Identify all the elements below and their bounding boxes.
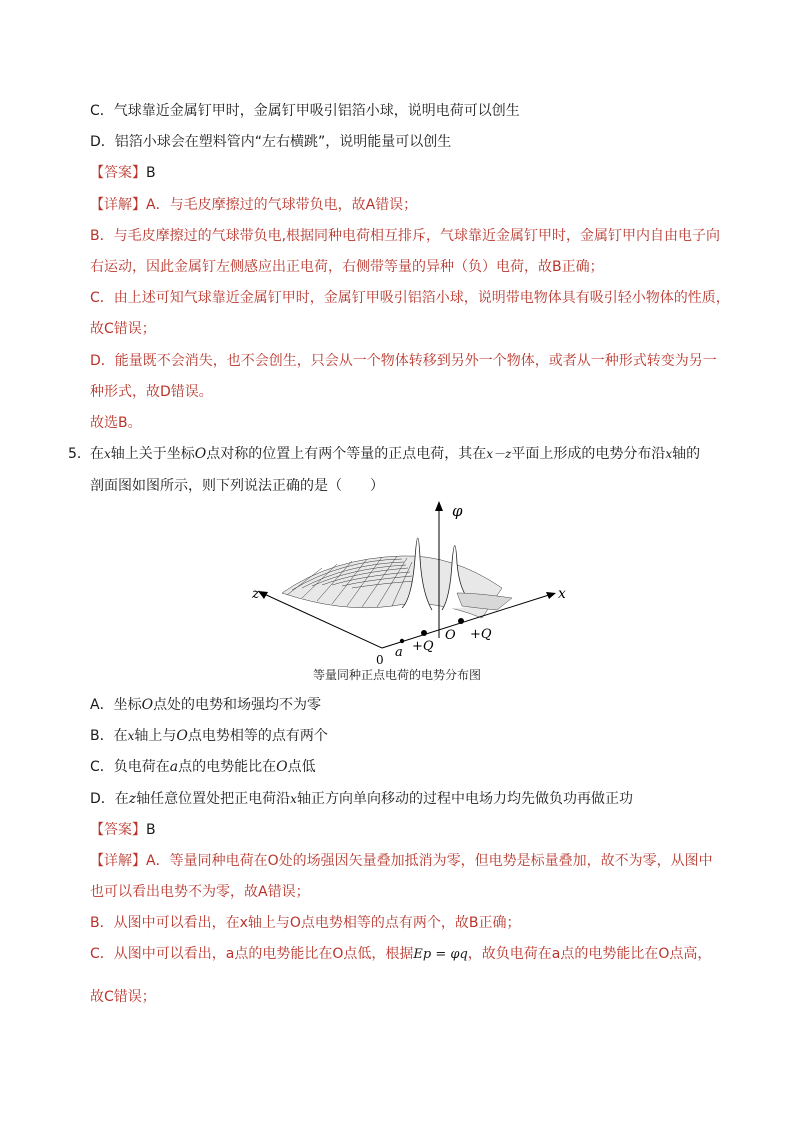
phi-arrow (435, 501, 443, 511)
option-text: C．负电荷在 (90, 759, 170, 775)
phi-label: φ (452, 502, 463, 520)
option-text: 点的电势能比在 (178, 759, 277, 775)
detail-text: C．从图中可以看出，a点的电势能比在O点低，根据 (90, 946, 414, 962)
detail-d-line2: 种形式，故D错误。 (90, 384, 213, 400)
point-a-dot (400, 639, 404, 643)
option-var: O (141, 697, 154, 713)
option-text: A．坐标 (90, 697, 142, 713)
option-text: 点电势相等的点有两个 (187, 728, 328, 744)
detail-text: ，故负电荷在a点的电势能比在O点高， (467, 946, 712, 962)
answer-value: B (146, 165, 156, 181)
option-text: 轴上与 (134, 728, 177, 744)
stem-var-x: x (104, 447, 111, 461)
stem-text: 轴的 (672, 446, 701, 462)
answer-line (90, 164, 156, 182)
option-var: x (290, 792, 297, 806)
option-d (90, 790, 633, 808)
surface-mesh (282, 556, 502, 618)
option-c: C．气球靠近金属钉甲时，金属钉甲吸引铝箔小球，说明电荷可以创生 (90, 103, 520, 119)
option-var: O (176, 728, 188, 744)
stem-text: 平面上形成的电势分布沿 (511, 446, 666, 462)
detail-c-line1 (90, 945, 711, 964)
detail-c-line2: 故C错误； (90, 321, 156, 337)
option-var: a (169, 759, 179, 775)
answer-tag: 【答案】 (90, 822, 146, 838)
option-var: z (128, 791, 137, 807)
detail-a: A．与毛皮摩擦过的气球带负电，故A错误； (146, 197, 418, 213)
x-arrow (546, 592, 556, 599)
question-number: 5． (68, 446, 91, 462)
point-a-label: a (395, 645, 403, 660)
potential-distribution-figure (252, 498, 582, 668)
charge-left-dot (421, 630, 427, 636)
origin-label: O (445, 628, 456, 643)
question-stem-line2: 剖面图如图所示，则下列说法正确的是（ ） (90, 478, 384, 494)
detail-b-line1: B．与毛皮摩擦过的气球带负电,根据同种电荷相互排斥，气球靠近金属钉甲时，金属钉甲内自由电子向 (90, 228, 721, 244)
option-b (90, 727, 328, 745)
option-var: x (127, 729, 135, 743)
question-stem-line1 (90, 445, 700, 463)
detail-c-line2: 故C错误； (90, 989, 156, 1005)
detail-tag: 【详解】 (90, 853, 146, 869)
option-d: D．铝箔小球会在塑料管内“左右横跳”，说明能量可以创生 (90, 134, 452, 150)
detail-b-line2: 右运动，因此金属钉左侧感应出正电荷，右侧带等量的异种（负）电荷，故B正确； (90, 259, 604, 275)
stem-text: 轴上关于坐标 (110, 446, 195, 462)
detail-c-line1: C．由上述可知气球靠近金属钉甲时，金属钉甲吸引铝箔小球，说明带电物体具有吸引轻小物体的性质， (90, 290, 730, 306)
option-text: 点低 (287, 759, 316, 775)
conclusion: 故选B。 (90, 415, 142, 431)
stem-var-xz: x－z (486, 447, 512, 461)
detail-d-line1: D．能量既不会消失，也不会创生，只会从一个物体转移到另外一个物体，或者从一种形式转变为另一 (90, 353, 717, 369)
detail-b: B．从图中可以看出，在x轴上与O点电势相等的点有两个，故B正确； (90, 915, 521, 931)
option-text: 轴正方向单向移动的过程中电场力均先做负功再做正功 (296, 791, 633, 807)
detail-tag: 【详解】 (90, 197, 146, 213)
detail-a-line2: 也可以看出电势不为零，故A错误； (90, 884, 310, 900)
option-text: 轴任意位置处把正电荷沿 (136, 791, 291, 807)
charge-right-dot (458, 618, 464, 624)
option-c (90, 758, 316, 776)
charge-right-label: +Q (470, 627, 492, 642)
option-text: B．在 (90, 728, 128, 744)
answer-value: B (146, 822, 156, 838)
option-a (90, 696, 321, 714)
detail-a: A．等量同种电荷在O处的场强因矢量叠加抵消为零，但电势是标量叠加，故不为零，从图中 (146, 853, 713, 869)
stem-var-x: x (665, 447, 673, 461)
z-label: z (252, 586, 260, 602)
stem-text: 点对称的位置上有两个等量的正点电荷，其在 (206, 446, 487, 462)
option-text: D．在 (90, 791, 129, 807)
answer-tag: 【答案】 (90, 165, 146, 181)
detail-a-line1 (90, 852, 713, 870)
formula: Ep = φq (413, 947, 468, 962)
charge-left-label: +Q (412, 639, 434, 654)
detail-a-line (90, 196, 417, 214)
answer-line (90, 821, 156, 839)
stem-text: 在 (90, 446, 104, 462)
x-label: x (558, 586, 566, 602)
option-text: 点处的电势和场强均不为零 (153, 697, 322, 713)
figure-caption: 等量同种正点电荷的电势分布图 (312, 668, 481, 682)
zero-label: 0 (376, 653, 384, 667)
option-var: O (276, 759, 288, 775)
stem-var-o: O (194, 446, 207, 462)
